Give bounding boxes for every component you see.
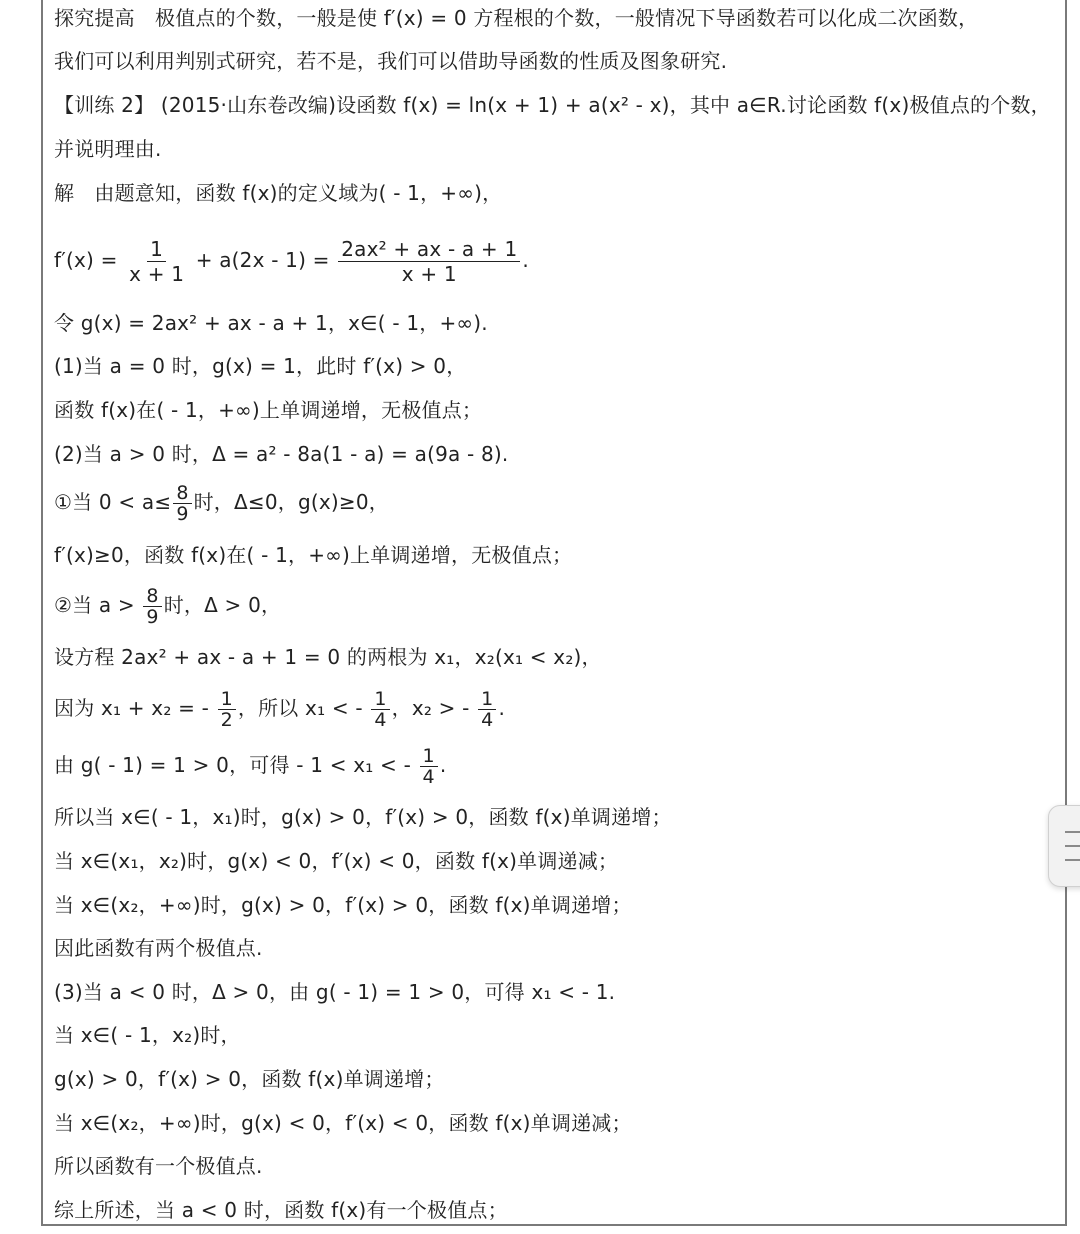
side-menu-handle[interactable]: [1048, 805, 1080, 887]
fraction-numerator: 2ax² + ax - a + 1: [338, 237, 520, 262]
roots-p4: .: [498, 696, 506, 720]
text-line-9: 函数 f(x)在( - 1，+∞)上单调递增，无极值点；: [54, 398, 483, 422]
fraction-1-2: [218, 689, 236, 730]
case-1-post: 时，Δ≤0，g(x)≥0，: [193, 490, 389, 514]
fraction-numerator: 8: [173, 483, 191, 504]
fraction-numerator: 1: [147, 237, 166, 262]
fraction-numerator: 1: [218, 689, 236, 710]
derivative-formula: [54, 236, 1056, 286]
fraction-1-4: [478, 689, 496, 730]
fraction-denominator: 4: [422, 766, 435, 788]
fraction-denominator: 9: [176, 503, 189, 525]
derivative-middle: + a(2x - 1) =: [189, 248, 337, 272]
roots-p2: ，所以 x₁ < -: [237, 696, 370, 720]
roots-p3: ，x₂ > -: [391, 696, 477, 720]
text-line-5: 解 由题意知，函数 f(x)的定义域为( - 1，+∞)，: [54, 181, 503, 205]
text-line-8: (1)当 a = 0 时，g(x) = 1，此时 f′(x) > 0，: [54, 354, 467, 378]
text-line-19: 当 x∈(x₂，+∞)时，g(x) > 0，f′(x) > 0，函数 f(x)单调递增；: [54, 893, 632, 917]
roots-p1: 因为 x₁ + x₂ = -: [54, 696, 216, 720]
roots-sum-line: [54, 684, 1056, 732]
text-line-17: 所以当 x∈( - 1，x₁)时，g(x) > 0，f′(x) > 0，函数 f(x)单调递增；: [54, 805, 672, 829]
fraction-numerator: 1: [420, 746, 438, 767]
case-2-pre: ②当 a >: [54, 593, 142, 617]
fraction-denominator: 9: [146, 606, 159, 628]
text-line-2: 我们可以利用判别式研究，若不是，我们可以借助导函数的性质及图象研究.: [54, 49, 728, 73]
case-1-pre: ①当 0 < a≤: [54, 490, 172, 514]
fraction-8-9: [143, 586, 161, 627]
g-minus-1-pre: 由 g( - 1) = 1 > 0，可得 - 1 < x₁ < -: [54, 753, 418, 777]
g-minus-1-line: [54, 741, 1056, 789]
text-line-3: 【训练 2】 (2015·山东卷改编)设函数 f(x) = ln(x + 1) + a(x² - x)，其中 a∈R.讨论函数 f(x)极值点的个数，: [54, 93, 1051, 117]
text-line-14: 设方程 2ax² + ax - a + 1 = 0 的两根为 x₁，x₂(x₁ < x₂)，: [54, 645, 602, 669]
fraction-1-4: [371, 689, 389, 730]
text-line-20: 因此函数有两个极值点.: [54, 936, 263, 960]
fraction-numerator: 8: [143, 586, 161, 607]
fraction-combined: [338, 237, 520, 286]
text-line-23: g(x) > 0，f′(x) > 0，函数 f(x)单调递增；: [54, 1067, 445, 1091]
text-line-4: 并说明理由.: [54, 137, 162, 161]
text-line-7: 令 g(x) = 2ax² + ax - a + 1，x∈( - 1，+∞).: [54, 311, 488, 335]
text-line-12: f′(x)≥0，函数 f(x)在( - 1，+∞)上单调递增，无极值点；: [54, 543, 573, 567]
case-1-line: [54, 478, 1056, 526]
text-line-21: (3)当 a < 0 时，Δ > 0，由 g( - 1) = 1 > 0，可得 x₁ < - 1.: [54, 980, 616, 1004]
text-line-1: 探究提高 极值点的个数，一般是使 f′(x) = 0 方程根的个数，一般情况下导函数若可以化成二次函数，: [54, 6, 979, 30]
derivative-tail: .: [522, 248, 529, 272]
text-line-24: 当 x∈(x₂，+∞)时，g(x) < 0，f′(x) < 0，函数 f(x)单调递减；: [54, 1111, 632, 1135]
text-line-18: 当 x∈(x₁，x₂)时，g(x) < 0，f′(x) < 0，函数 f(x)单调递减；: [54, 849, 619, 873]
fraction-denominator: x + 1: [401, 262, 457, 286]
fraction-1-4: [420, 746, 438, 787]
fraction-numerator: 1: [478, 689, 496, 710]
case-2-post: 时，Δ > 0，: [163, 593, 282, 617]
text-line-25: 所以函数有一个极值点.: [54, 1154, 263, 1178]
fraction-1-over-x-plus-1: [126, 237, 187, 286]
text-line-22: 当 x∈( - 1，x₂)时，: [54, 1023, 241, 1047]
fraction-numerator: 1: [371, 689, 389, 710]
fraction-denominator: 2: [220, 709, 233, 731]
text-line-26: 综上所述，当 a < 0 时，函数 f(x)有一个极值点；: [54, 1198, 508, 1222]
fraction-8-9: [173, 483, 191, 524]
fraction-denominator: 4: [481, 709, 494, 731]
case-2-line: [54, 581, 1056, 629]
derivative-lhs: f′(x) =: [54, 248, 125, 272]
fraction-denominator: 4: [374, 709, 387, 731]
text-line-10: (2)当 a > 0 时，Δ = a² - 8a(1 - a) = a(9a - 8).: [54, 442, 509, 466]
g-minus-1-post: .: [439, 753, 447, 777]
fraction-denominator: x + 1: [129, 262, 185, 286]
menu-icon: [1065, 831, 1080, 861]
